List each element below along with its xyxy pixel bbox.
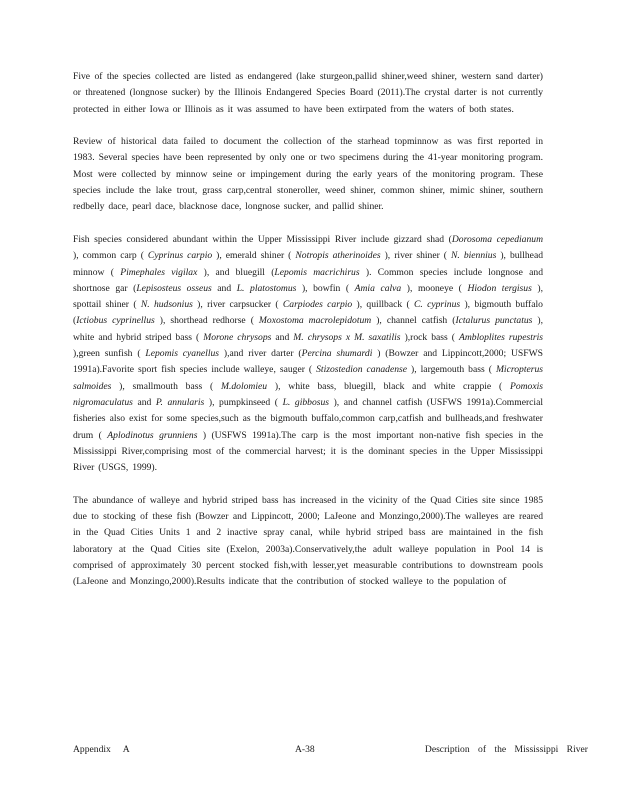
species-name: Carpiodes carpio (282, 299, 353, 311)
species-name: M.dolomieu (220, 380, 268, 392)
text-run: Fish species considered abundant within the Upper Mississippi River include gizzard shad ( (73, 233, 452, 245)
species-name: N. hudsonius (140, 299, 193, 311)
text-run: ), and channel catfish (USFWS 1991a).Commercial fisheries also exist for some species,such as the bigmouth buffalo,common carp,catfish and bullheads,and freshwater drum ( (73, 396, 544, 441)
species-name: P. annularis (155, 396, 205, 408)
species-name: Amia calva (354, 282, 402, 294)
text-run: ). Common species include longnose and shortnose gar ( (73, 266, 544, 294)
species-name: Percina shumardi (301, 348, 373, 360)
text-run: ), river shiner ( (380, 250, 452, 262)
text-run: ), channel catfish ( (371, 315, 456, 327)
document-body (73, 69, 543, 591)
species-name: N. biennius (451, 250, 497, 262)
text-run: ), shorthead redhorse ( (154, 315, 259, 327)
footer-section-title: Description of the Mississippi River (424, 744, 588, 755)
species-name: Lepisosteus osseus (136, 282, 212, 294)
text-run: ), emerald shiner ( (212, 250, 296, 262)
paragraph-1 (73, 69, 543, 118)
page-footer (73, 742, 588, 758)
species-name: Dorosoma cepedianum (451, 233, 544, 245)
text-run: ), white and hybrid striped bass ( (73, 315, 544, 343)
text-run: ), pumpkinseed ( (204, 396, 283, 408)
text-run: ) (USFWS 1991a).The carp is the most important non-native fish species in the Mississippi River,comprising most of the commercial harvest; it is the dominant species in the Upper Mississippi River (USGS, 1999). (73, 429, 544, 474)
text-run: ),green sunfish ( (73, 348, 146, 360)
paragraph-3 (73, 232, 543, 476)
species-name: Moxostoma macrolepidotum (258, 315, 372, 327)
text-run: ), bullhead minnow ( (73, 250, 543, 278)
text-run: ), quillback ( (352, 299, 414, 311)
footer-appendix-label: Appendix A (73, 744, 130, 755)
footer-page-number: A-38 (295, 744, 315, 755)
species-name: M. chrysops x M. saxatilis (293, 331, 401, 343)
text-run: ),rock bass ( (400, 331, 460, 343)
species-name: Notropis atherinoides (295, 250, 381, 262)
text-run: ), river carpsucker ( (192, 299, 283, 311)
species-name: Ictalurus punctatus (455, 315, 533, 327)
species-name: Micropterus salmoides (73, 364, 544, 392)
text-run: ), bowfin ( (296, 282, 355, 294)
species-name: Lepomis macrichirus (274, 266, 360, 278)
text-run: and (271, 331, 294, 343)
species-name: L. platostomus (236, 282, 297, 294)
text-run: ), bigmouth buffalo ( (73, 299, 543, 327)
text-run: ), mooneye ( (401, 282, 468, 294)
species-name: Pomoxis nigromaculatus (73, 380, 544, 408)
species-name: Stizostedion canadense (316, 364, 408, 376)
paragraph-2 (73, 134, 543, 215)
species-name: Lepomis cyanellus (145, 348, 220, 360)
species-name: L. gibbosus (282, 396, 330, 408)
text-run: The abundance of walleye and hybrid striped bass has increased in the vicinity of the Quad Cities site since 1985 due to stocking of these fish (Bowzer and Lippincott, 2000; LaJeone and Monzingo,2000).The walleyes are reared in the Quad Cities Units 1 and 2 inactive spray canal, while hybrid striped bass are maintained in the fish laboratory at the Quad Cities site (Exelon, 2003a).Conservatively,the adult walleye population in Pool 14 is comprised of approximately 30 percent stocked fish,with lesser,yet measurable contributions to downstream pools (LaJeone and Monzingo,2000).Results indicate that the contribution of stocked walleye to the population of (73, 494, 543, 588)
species-name: Morone chrysops (203, 331, 272, 343)
species-name: C. cyprinus (413, 299, 461, 311)
text-run: ), largemouth bass ( (407, 364, 496, 376)
text-run: ), spottail shiner ( (73, 282, 543, 311)
text-run: ), smallmouth bass ( (111, 380, 221, 392)
text-run: and (132, 396, 156, 408)
text-run: ), common carp ( (73, 250, 148, 262)
text-run: Five of the species collected are listed as endangered (lake sturgeon,pallid shiner,weed shiner, western sand darter) or threatened (longnose sucker) by the Illinois Endangered Species Board (2011).The crystal darter is not currently protected in either Iowa or Illinois as it was assumed to have been extirpated from the waters of both states. (73, 71, 543, 115)
text-run: ),and river darter ( (219, 348, 302, 360)
text-run: ) (Bowzer and Lippincott,2000; USFWS 1991a).Favorite sport fish species include walleye, sauger ( (73, 348, 543, 376)
species-name: Hiodon tergisus (467, 282, 532, 294)
text-run: Review of historical data failed to document the collection of the starhead topminnow as was first reported in 1983. Several species have been represented by only one or two specimens during the 41-year monitoring program. Most were collected by minnow seine or impingement during the early years of the monitoring program. These species include the lake trout, grass carp,central stoneroller, weed shiner, common shiner, mimic shiner, southern redbelly dace, pearl dace, blacknose dace, longnose sucker, and pallid shiner. (73, 136, 543, 213)
species-name: Pimephales vigilax (120, 266, 198, 278)
species-name: Ambloplites rupestris (459, 331, 543, 343)
species-name: Cyprinus carpio (147, 250, 213, 262)
text-run: ), and bluegill ( (197, 266, 275, 278)
species-name: Ictiobus cyprinellus (76, 315, 155, 327)
species-name: Aplodinotus grunniens (107, 429, 198, 441)
text-run: and (211, 282, 237, 294)
text-run: ), white bass, bluegill, black and white crappie ( (267, 380, 510, 392)
paragraph-4 (73, 493, 543, 591)
